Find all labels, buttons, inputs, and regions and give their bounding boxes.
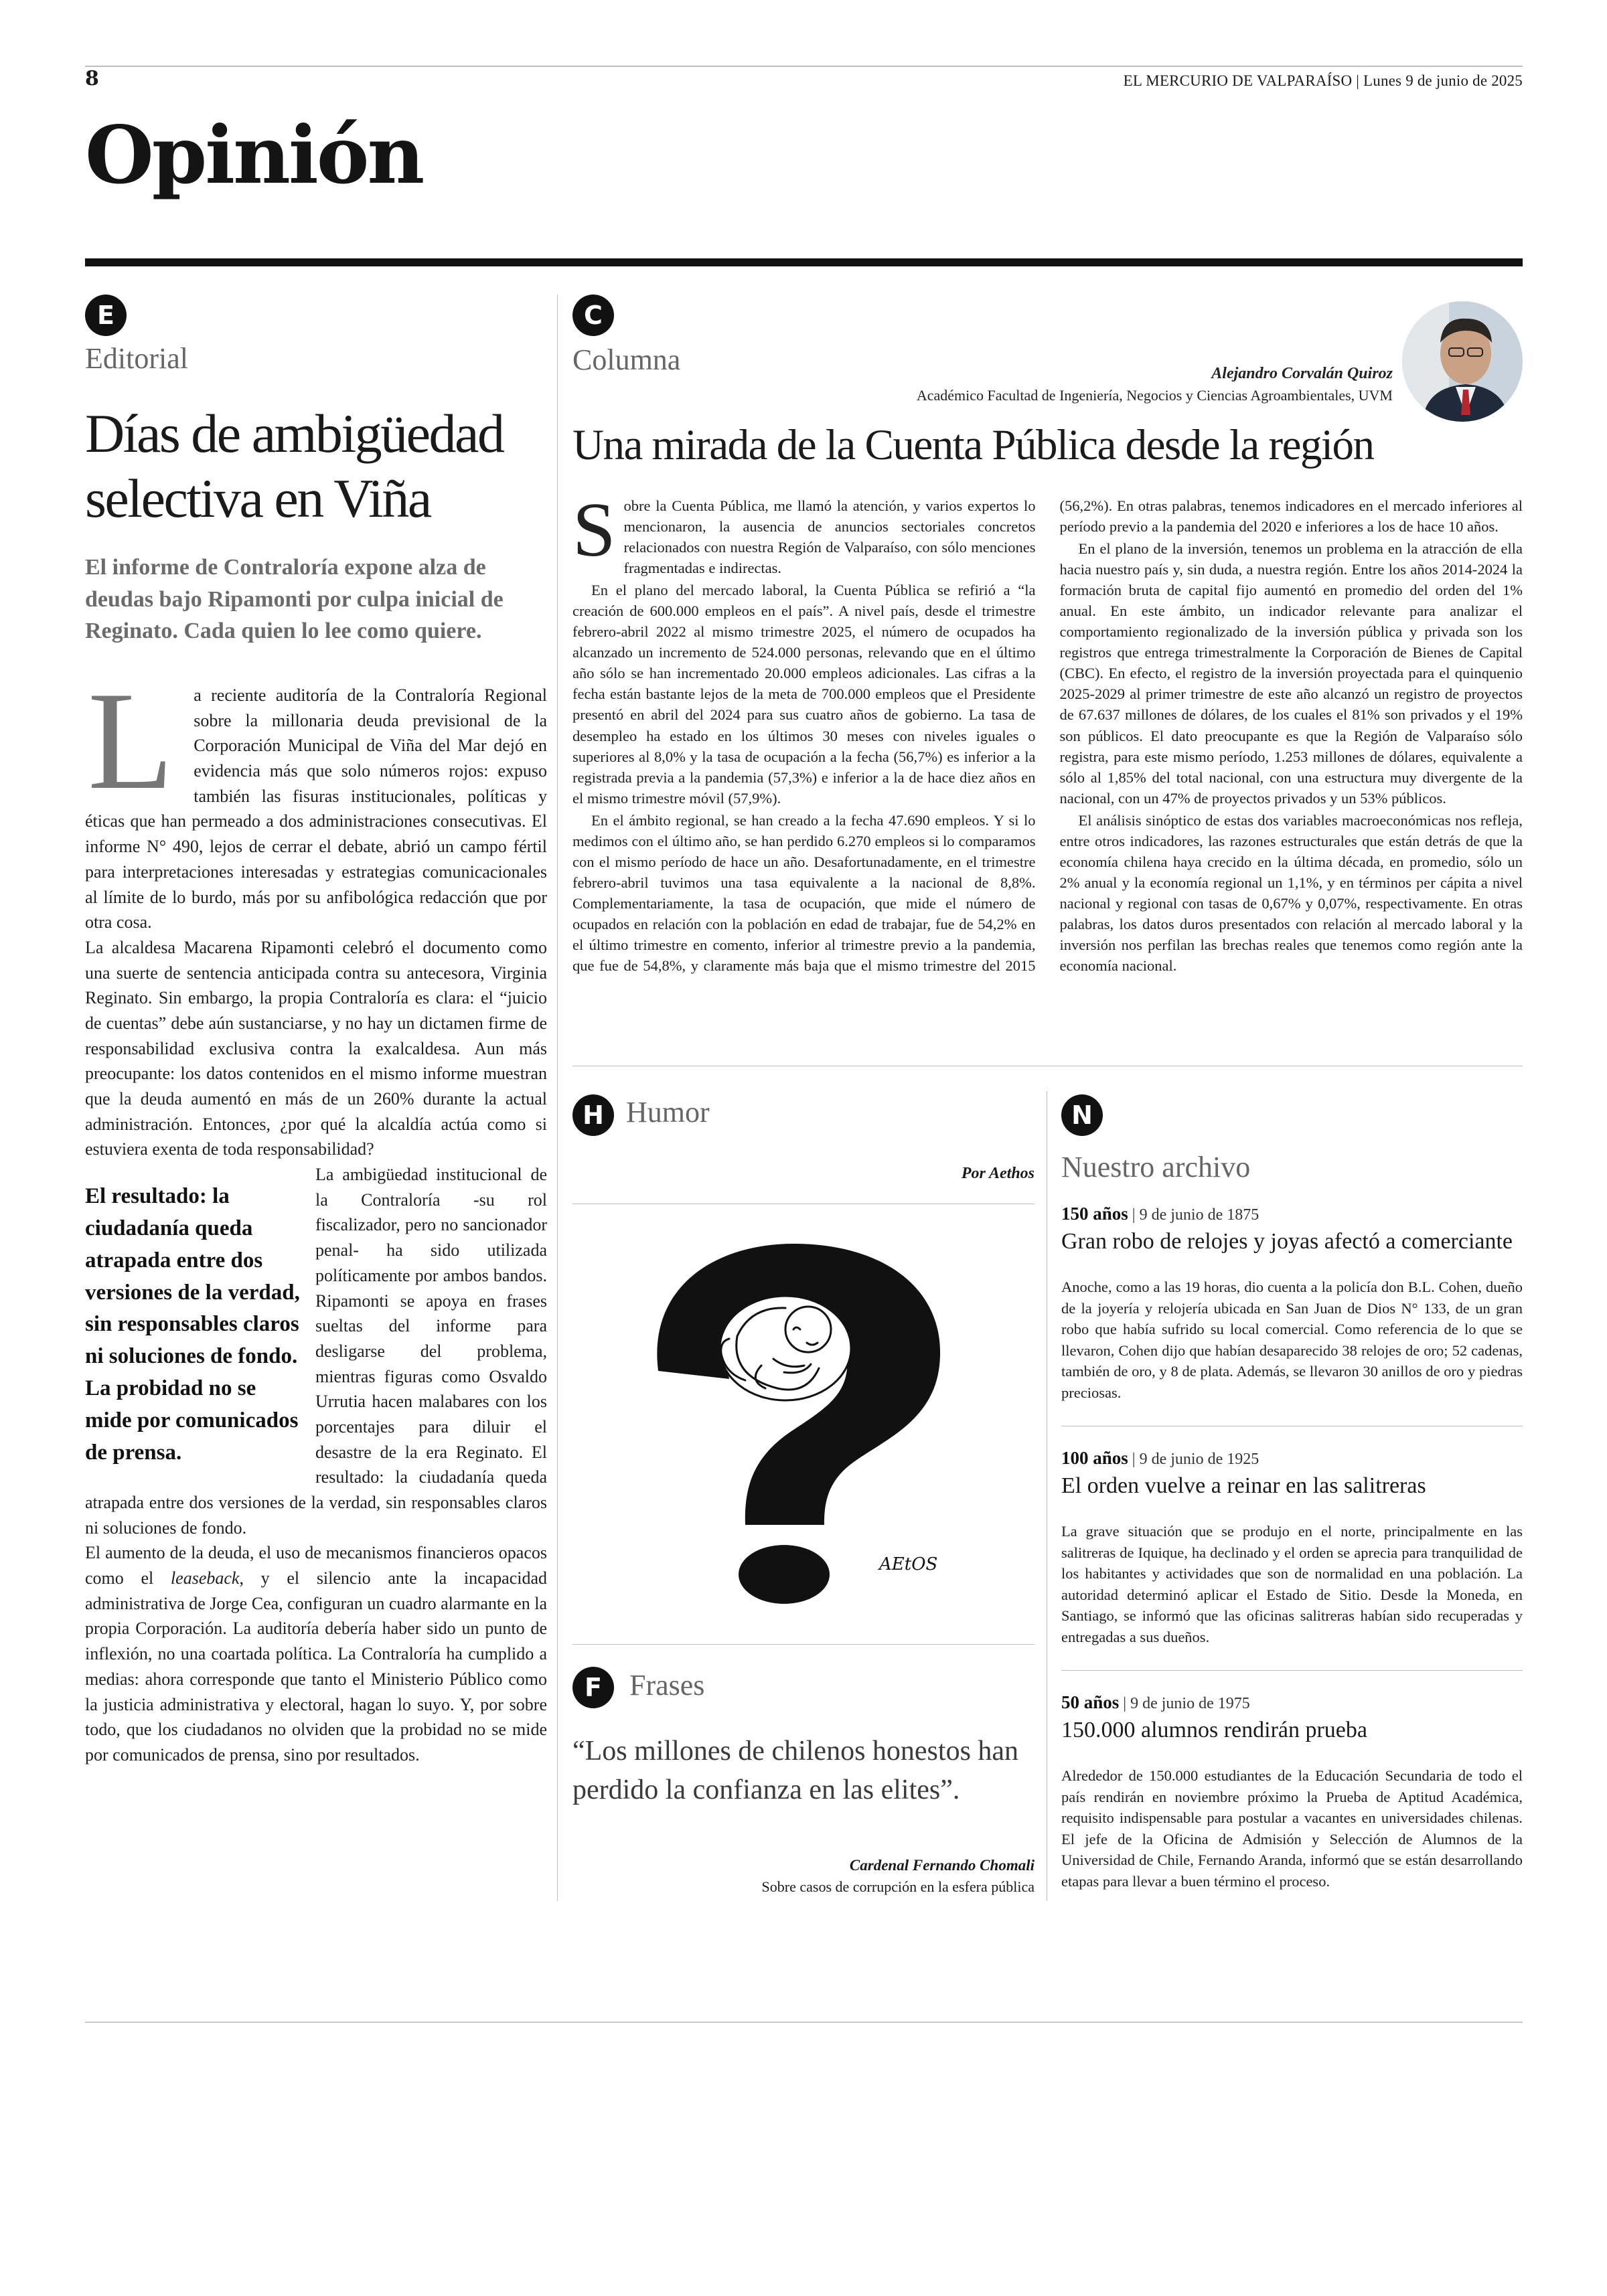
page-number: 8 <box>85 67 99 90</box>
humor-byline: Por Aethos <box>961 1165 1035 1182</box>
archivo-divider <box>1061 1670 1523 1671</box>
archivo-item <box>1061 1692 1523 1892</box>
frases-author: Cardenal Fernando Chomali <box>849 1857 1035 1874</box>
editorial-pullquote: El resultado: la ciudadanía queda atrapada entre dos versiones de la verdad, sin responsables claros ni soluciones de fondo. La probidad no se mide por comunicados de prensa. <box>85 1184 300 1465</box>
editorial-dropcap: L <box>88 663 174 819</box>
column-paragraph: En el plano del mercado laboral, la Cuenta Pública se refirió a “la creación de 600.000 empleos en el país”. A nivel país, desde el trimestre febrero-abril 2022 al mismo trimestre 2025, el número de ocupados ha alcanzado un incremento de 524.000 personas, relevando que en el último año sólo se han incrementado 20.000 empleos adicionales. Las cifras a la fecha están bastante lejos de la meta de 700.000 empleos que el Presidente presentó en abril del 2024 para sus cuatro años de gobierno. La tasa de desempleo ha estado en los últimos 30 meses con niveles iguales o superiores al 8,0% y la tasa de ocupación a la fecha (56,7%) es inferior a la registrada previa a la pandemia (57,3%) e inferior a la de hace diez años en el mismo trimestre móvil (57,9%). <box>572 582 1036 807</box>
column-headline: Una mirada de la Cuenta Pública desde la región <box>572 421 1374 469</box>
frases-badge: F <box>572 1667 614 1708</box>
column-affiliation: Académico Facultad de Ingeniería, Negocios y Ciencias Agroambientales, UVM <box>916 387 1393 404</box>
editorial-body <box>85 663 547 1768</box>
humor-cartoon <box>572 1205 1035 1620</box>
archivo-item <box>1061 1448 1523 1647</box>
editorial-paragraph: a reciente auditoría de la Contraloría Regional sobre la millonaria deuda previsional de la Corporación Municipal de Viña del Mar dejó en evidencia más que solo números rojos: expuso también las fisuras institucionales, políticas y éticas que han permeado a dos administraciones consecutivas. El informe N° 490, lejos de cerrar el debate, abrió un campo fértil para interpretaciones interesadas y estrategias comunicacionales al límite de lo burdo, más por su anfibológica redacción que por otra cosa. <box>85 685 547 932</box>
archivo-meta: 100 años | 9 de junio de 1925 <box>1061 1448 1259 1468</box>
humor-badge: H <box>572 1094 614 1136</box>
archivo-text: Alrededor de 150.000 estudiantes de la Educación Secundaria de todo el país rendirán en noviembre próximo la Prueba de Aptitud Académica, requisito indispensable para postular a vacantes en universidades chilenas. El jefe de la Oficina de Admisión y Selección de Alumnos de la Universidad de Chile, Fernando Aranda, informó que se están desarrollando etapas para llevar a buen término el proceso. <box>1061 1767 1523 1890</box>
editorial-deck: El informe de Contraloría expone alza de deudas bajo Ripamonti por culpa inicial de Reginato. Cada quien lo lee como quiere. <box>85 555 504 644</box>
column-author: Alejandro Corvalán Quiroz <box>1211 365 1393 382</box>
archivo-text: Anoche, como a las 19 horas, dio cuenta a la policía don B.L. Cohen, dueño de la joyería y relojería ubicada en San Juan de Dios N° 133, de un gran robo que había sufrido su local comercial. Como referencia de lo que se llevaron, Cohen dijo que habían desaparecido 38 relojes de oro; 52 cadenas, también de oro, y 8 de plata. Además, se llevaron 30 anillos de oro y piedras preciosas. <box>1061 1279 1523 1401</box>
column-divider <box>557 295 558 1901</box>
column-paragraph: En el plano de la inversión, tenemos un problema en la atracción de ella hacia nuestro país y, sin duda, a nuestra región. Entre los años 2014-2024 la formación bruta de capital fijo aumentó en promedio del orden del 1% anual. En este ámbito, un indicador relevante para analizar el comportamiento regionalizado de la inversión pública y privada son los registros que entrega trimestralmente la Corporación de Bienes de Capital (CBC). En efecto, el registro de la inversión proyectada para el quinquenio 2025-2029 al primer trimestre de este año alcanzó un registro de proyectos de 67.637 millones de dólares, de los cuales el 81% son privados y el 19% son públicos. El dato preocupante es que la Región de Valparaíso sólo registra, para este mismo período, 1.253 millones de dólares, equivalente a sólo al 1,85% del total nacional, con una estructura muy divergente de la nacional, con un 47% de proyectos privados y un 53% públicos. <box>1059 540 1523 807</box>
section-rule <box>85 258 1523 266</box>
frases-kicker: Frases <box>629 1669 705 1702</box>
column-kicker: Columna <box>572 343 681 376</box>
editorial-headline: Días de ambigüedad selectiva en Viña <box>85 403 504 529</box>
cartoon-signature: AEtOS <box>879 1554 938 1574</box>
masthead: EL MERCURIO DE VALPARAÍSO | Lunes 9 de junio de 2025 <box>1123 72 1523 89</box>
column-paragraph: El análisis sinóptico de estas dos variables macroeconómicas nos refleja, entre otros indicadores, las razones estructurales que están detrás de que la economía chilena haya crecido en la última década, en promedio, sólo un 2% anual y la economía regional un 1,1%, y en términos per cápita a nivel nacional y regional con tasas de 0,67% y 0,07%, respectivamente. En otras palabras, los datos duros presentados con relación al mercado laboral y la inversión nos perfilan las brechas reales que tenemos como región ante la economía nacional. <box>1059 811 1523 975</box>
archivo-title: El orden vuelve a reinar en las salitreras <box>1061 1473 1426 1498</box>
section-title: Opinión <box>85 108 423 201</box>
archivo-title: 150.000 alumnos rendirán prueba <box>1061 1718 1367 1742</box>
archivo-meta: 150 años | 9 de junio de 1875 <box>1061 1204 1259 1224</box>
frases-quote: “Los millones de chilenos honestos han perdido la confianza en las elites”. <box>572 1736 1019 1805</box>
column-paragraph: En el ámbito regional, se han creado a la fecha 47.690 empleos. Y si lo medimos con el último año, se han perdido 6.270 empleos si lo comparamos con el mismo período de hace un año. Desafortunadamente, en el trimestre febrero-abril tuvimos una tasa equivalente a la nacional de 8,8%. Complementariamente, la tasa de ocupación, que mide el número de ocupados en relación con la población en edad de trabajar, fue de 54,2% en el último trimestre en comento, inferior al trimestre previo a la pandemia, que fue de 54,8%, y claramente más baja que el mismo trimestre del 2015 (56,2%). En otras palabras, tenemos indicadores en el mercado inferiores al período previo a la pandemia del 2020 e inferiores a los de hace 10 años. <box>572 497 1523 975</box>
humor-kicker: Humor <box>626 1096 710 1129</box>
column-badge: C <box>572 295 614 336</box>
editorial-paragraph: El aumento de la deuda, el uso de mecanismos financieros opacos como el leaseback, y el silencio ante la incapacidad administrativa de Jorge Cea, configuran un cuadro alarmante en la propia Corporación. La auditoría debería haber sido un punto de inflexión, no una coartada política. La Contraloría ha cumplido a medias: ahora corresponde que tanto el Ministerio Público como la justicia administrativa y electoral, hagan lo suyo. Y, por sobre todo, que los ciudadanos no olviden que la probidad no se mide por comunicados de prensa, sino por resultados. <box>85 1543 547 1765</box>
archivo-title: Gran robo de relojes y joyas afectó a comerciante <box>1061 1229 1513 1254</box>
archivo-item <box>1061 1204 1523 1403</box>
humor-frame-bottom <box>572 1644 1035 1645</box>
archivo-badge: N <box>1061 1094 1103 1136</box>
editorial-badge: E <box>85 295 127 336</box>
column-body <box>572 487 1523 977</box>
portrait-image <box>1402 301 1523 422</box>
editorial-paragraph: La alcaldesa Macarena Ripamonti celebró el documento como una suerte de sentencia anticipada contra su antecesora, Virginia Reginato. Sin embargo, la propia Contraloría es clara: el “juicio de cuentas” debe aún sustanciarse, y no hay un dictamen firme de responsabilidad exclusiva contra la exalcaldesa. Aun más preocupante: los datos contenidos en el mismo informe muestran que la deuda aumentó en más de un 260% durante la actual administración. Entonces, ¿por qué la alcaldía actúa como si estuviera exenta de toda responsabilidad? <box>85 937 547 1159</box>
archivo-kicker: Nuestro archivo <box>1061 1151 1251 1183</box>
question-mark-fetus-cartoon <box>572 1205 1035 1620</box>
column-dropcap: S <box>572 487 616 573</box>
author-portrait <box>1402 301 1523 422</box>
archivo-meta: 50 años | 9 de junio de 1975 <box>1061 1692 1250 1712</box>
frases-context: Sobre casos de corrupción en la esfera pública <box>761 1878 1035 1895</box>
column-paragraph: Sobre la Cuenta Pública, me llamó la atención, y varios expertos lo mencionaron, la ausencia de anuncios sectoriales concretos relacionados con nuestra Región de Valparaíso, con sólo menciones fragmentadas e indirectas. <box>572 487 1036 577</box>
bottom-rule <box>85 2022 1523 2023</box>
top-rule <box>85 66 1523 67</box>
editorial-paragraph: La ambigüedad institucional de la Contraloría -su rol fiscalizador, pero no sancionador penal- ha sido utilizada políticamente por ambos bandos. Ripamonti se apoya en frases sueltas del informe para desligarse del problema, mientras figuras como Osvaldo Urrutia hacen malabares con los porcentajes para diluir el desastre de la era Reginato. El resultado: la ciudadanía queda atrapada entre dos versiones de la verdad, sin responsables claros ni soluciones de fondo. <box>85 1165 547 1538</box>
editorial-kicker: Editorial <box>85 342 188 375</box>
archivo-text: La grave situación que se produjo en el norte, principalmente en las salitreras de Iquique, ha declinado y el orden se aprecia para tranquilidad de los habitantes y actividades que son de normalidad en una población. La autoridad determinó aplicar el Estado de Sitio. Desde la Moneda, en Santiago, se informó que las oficinas salitreras habían sido recuperadas y entregadas a sus dueños. <box>1061 1523 1523 1645</box>
